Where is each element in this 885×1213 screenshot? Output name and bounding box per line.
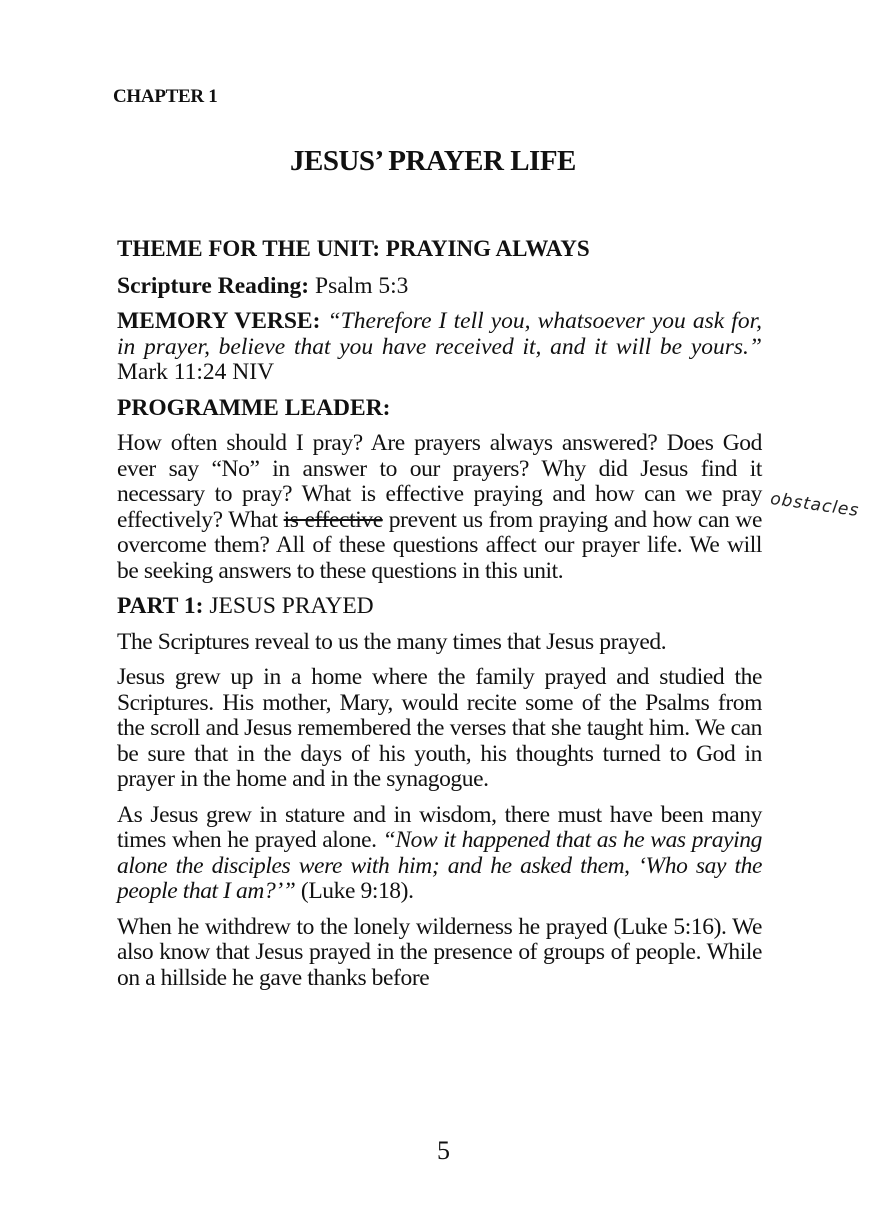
memory-verse (117, 309, 762, 386)
paragraph: When he withdrew to the lonely wilderness he prayed (Luke 5:16). We also know that Jesus prayed in the presence of groups of people. While on a hillside he gave thanks before (117, 913, 762, 991)
part1-title: JESUS PRAYED (203, 593, 374, 619)
struck-text: is effective (283, 506, 383, 533)
scripture-label: Scripture Reading: (117, 272, 310, 299)
paragraph: Jesus grew up in a home where the family prayed and studied the Scriptures. His mother, Mary, would recite some of the Psalms from the scroll and Jesus remembered the verses that she taught him. We can be sure that in the days of his youth, his thoughts turned to God in prayer in the home and in the synagogue. (117, 664, 762, 792)
chapter-title: JESUS’ PRAYER LIFE (290, 145, 576, 177)
para3-text: As Jesus grew in stature and in wisdom, there must have been many times when he prayed alone. (117, 801, 762, 853)
memory-verse-quote: “Therefore I tell you, whatsoever you ask for, in prayer, believe that you have received it, and it will be yours.” (117, 308, 762, 360)
programme-leader-heading: PROGRAMME LEADER: (117, 394, 391, 421)
leader-text-part2: prevent us from praying and how can we overcome them? All of these questions affect our prayer life. We will be seeking answers to these questions in this unit. (117, 506, 762, 584)
para3-reference: (Luke 9:18). (295, 878, 414, 904)
scripture-value: Psalm 5:3 (309, 272, 409, 299)
scripture-reading (117, 274, 762, 300)
leader-text-part1: How often should I pray? Are prayers always answered? Does God ever say “No” in answer to our prayers? Why did Jesus find it necessary to pray? What is effective praying and how can we pray effectively? What (117, 430, 762, 533)
chapter-label: CHAPTER 1 (113, 86, 218, 107)
part1-heading (117, 594, 762, 620)
memory-verse-reference: Mark 11:24 NIV (117, 359, 275, 385)
memory-verse-label: MEMORY VERSE: (117, 308, 321, 334)
body-content (117, 236, 762, 1001)
para3-quote: “Now it happened that as he was praying alone the disciples were with him; and he asked them, ‘Who say the people that I am?’” (117, 827, 763, 904)
programme-leader-text (117, 431, 762, 584)
handwritten-annotation: obstacles (769, 488, 861, 522)
part1-label: PART 1: (117, 593, 204, 619)
page-number: 5 (437, 1136, 450, 1165)
paragraph: The Scriptures reveal to us the many times that Jesus prayed. (117, 628, 667, 655)
paragraph (117, 803, 762, 905)
theme-heading: THEME FOR THE UNIT: PRAYING ALWAYS (117, 236, 590, 261)
